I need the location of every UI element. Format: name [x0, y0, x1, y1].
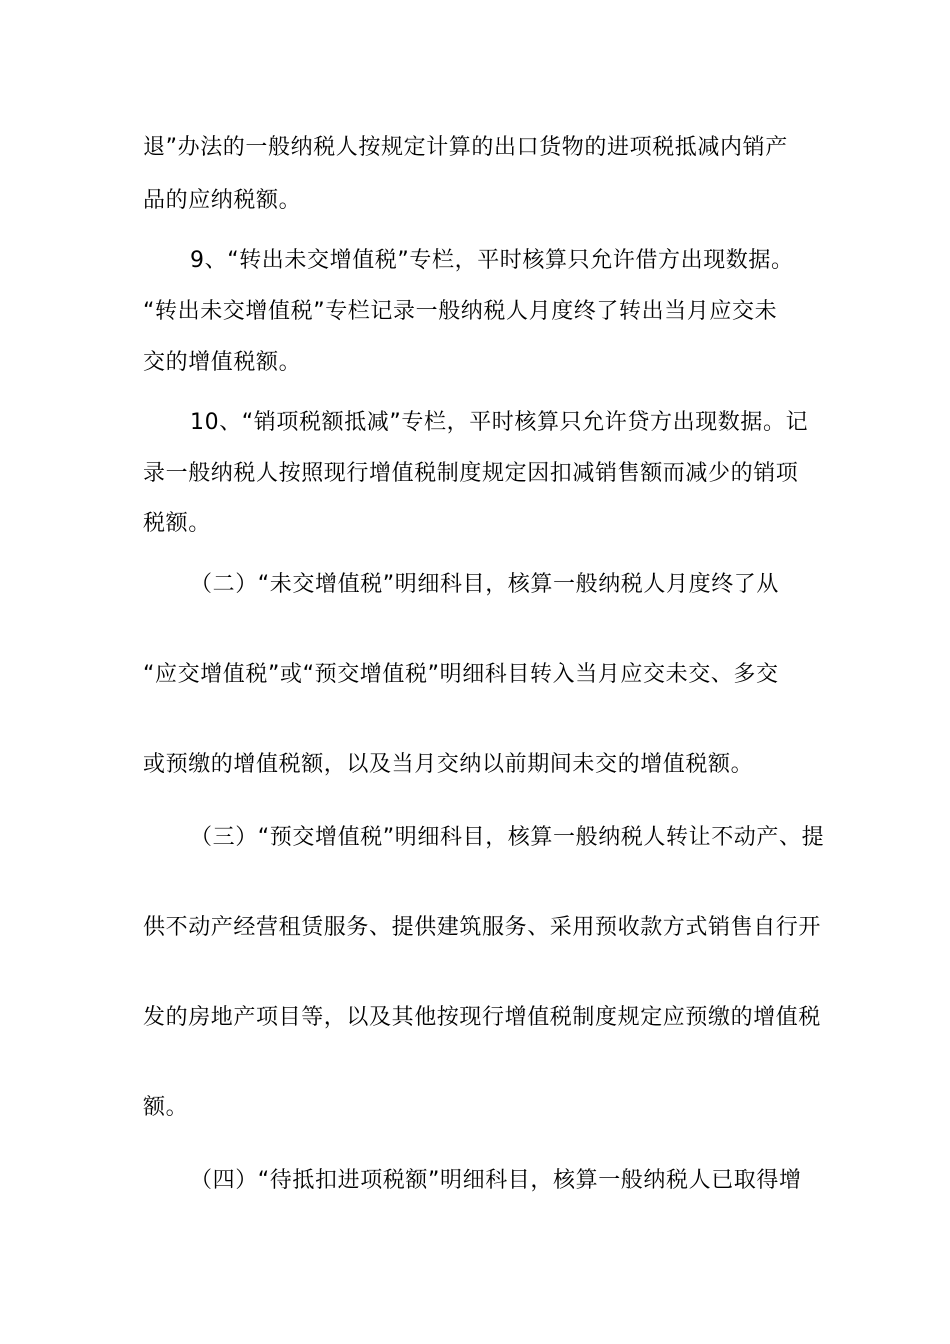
- text-line: 录一般纳税人按照现行增值税制度规定因扣减销售额而减少的销项: [143, 461, 799, 486]
- text-line: （四）“待抵扣进项税额”明细科目，核算一般纳税人已取得增: [190, 1168, 802, 1193]
- text-line: 发的房地产项目等，以及其他按现行增值税制度规定应预缴的增值税: [143, 1005, 822, 1030]
- text-line: （二）“未交增值税”明细科目，核算一般纳税人月度终了从: [190, 572, 779, 597]
- text-line: “应交增值税”或“预交增值税”明细科目转入当月应交未交、多交: [143, 662, 779, 687]
- text-line: 税额。: [143, 511, 211, 536]
- text-line: 9、“转出未交增值税”专栏，平时核算只允许借方出现数据。: [190, 248, 794, 273]
- text-line: 额。: [143, 1095, 189, 1120]
- text-line: （三）“预交增值税”明细科目，核算一般纳税人转让不动产、提: [190, 825, 825, 850]
- text-line: 10、“销项税额抵减”专栏，平时核算只允许贷方出现数据。记: [190, 410, 809, 435]
- text-line: 品的应纳税额。: [143, 188, 302, 213]
- text-line: “转出未交增值税”专栏记录一般纳税人月度终了转出当月应交未: [143, 299, 778, 324]
- text-line: 或预缴的增值税额，以及当月交纳以前期间未交的增值税额。: [143, 752, 754, 777]
- text-line: 交的增值税额。: [143, 350, 302, 375]
- text-line: 供不动产经营租赁服务、提供建筑服务、采用预收款方式销售自行开: [143, 915, 822, 940]
- text-line: 退”办法的一般纳税人按规定计算的出口货物的进项税抵减内销产: [143, 135, 788, 160]
